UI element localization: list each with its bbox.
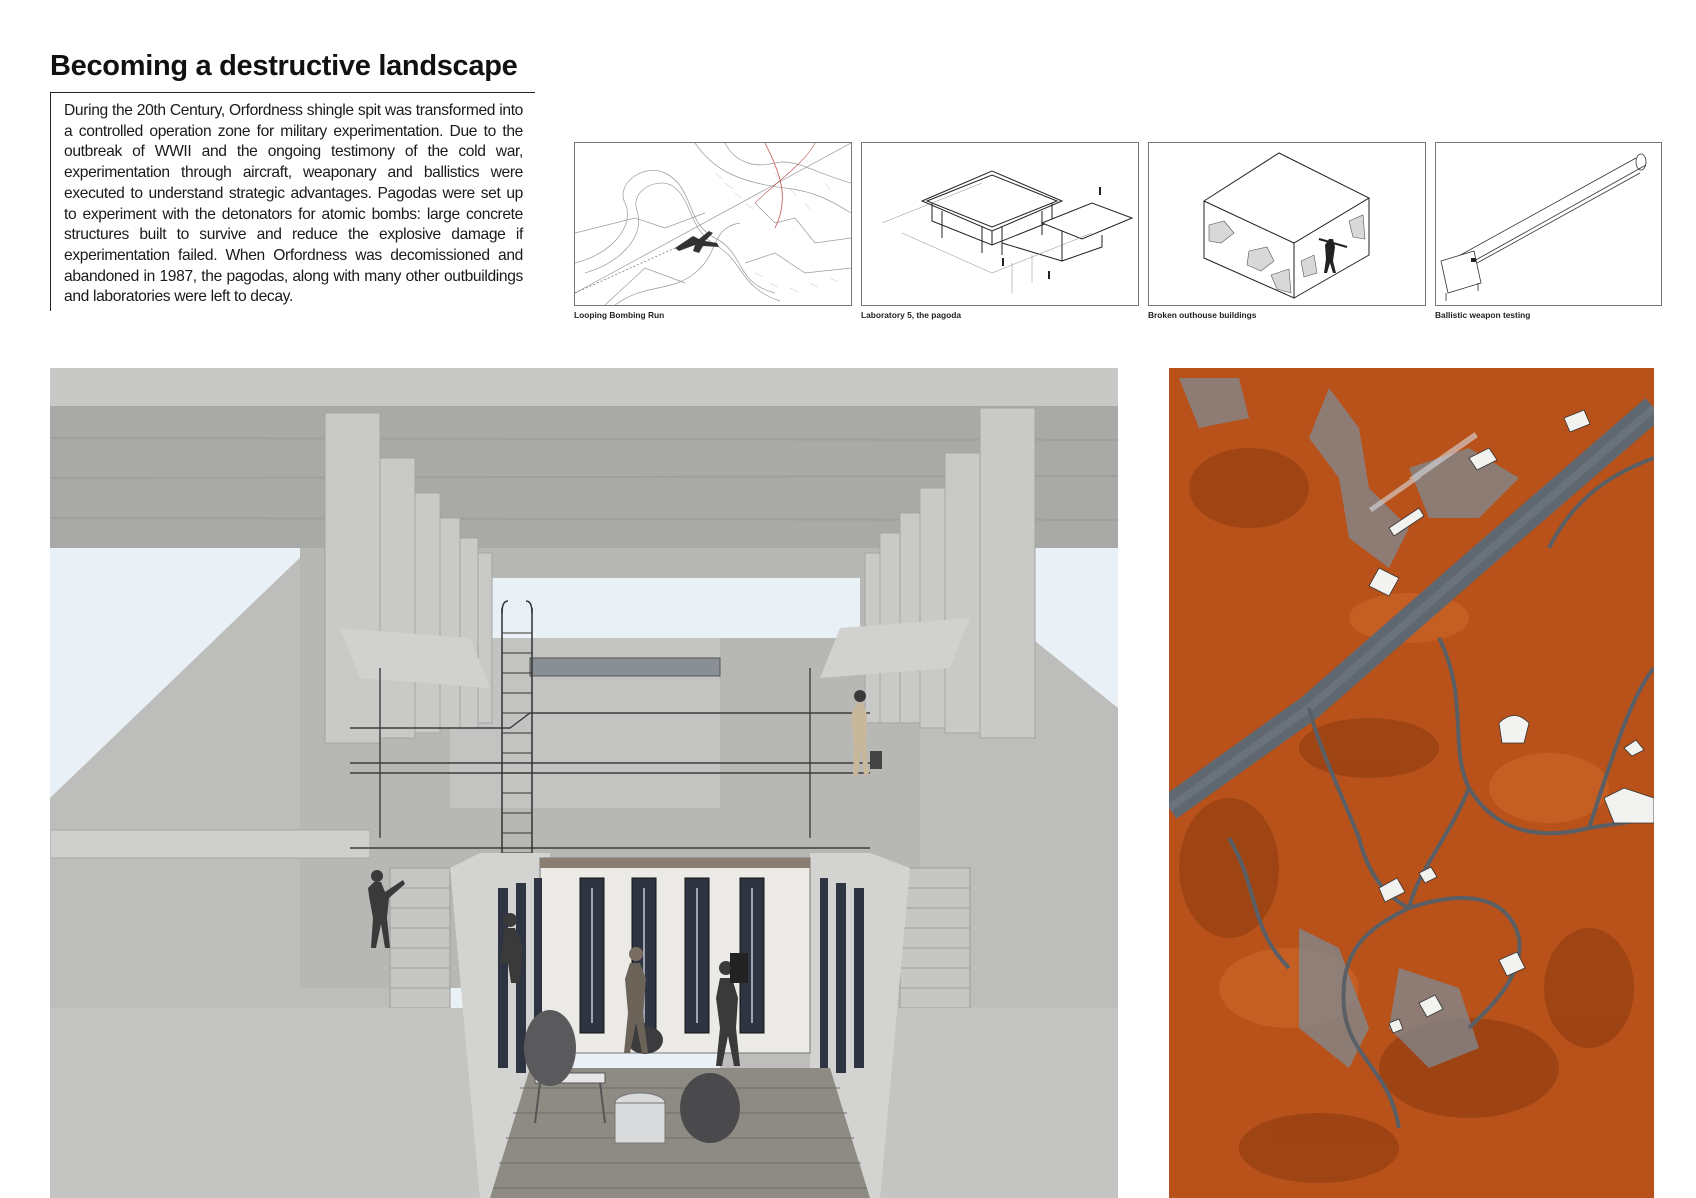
pagoda-section-illustration xyxy=(50,368,1118,1198)
orfordness-aerial-map xyxy=(1169,368,1654,1198)
broken-outhouse-icon xyxy=(1149,143,1425,305)
intro-paragraph: During the 20th Century, Orfordness shingle spit was transformed into a controlled operation zone for military experimentation. Due to the outbreak of WWII and the ongoing testimony of the cold war, experimentation through aircraft, weaponary and ballistics were executed to understand strategic advantages. Pagodas were set up to experiment with the detonators for atomic bombs: large concrete structures built to survive and reduce the explosive damage if experimentation failed. When Orfordness was decomissioned and abandoned in 1987, the pagodas, along with many other outbuildings and laboratories were left to decay. xyxy=(64,102,523,306)
caption-pagoda: Laboratory 5, the pagoda xyxy=(861,310,962,320)
page-title: Becoming a destructive landscape xyxy=(50,50,518,82)
thumbnail-bombing-run xyxy=(574,142,852,306)
thumbnail-pagoda xyxy=(861,142,1139,306)
pagoda-axonometric-icon xyxy=(862,143,1138,305)
ballistic-tunnel-icon xyxy=(1436,143,1661,305)
thumbnail-outhouse xyxy=(1148,142,1426,306)
title-divider xyxy=(50,92,535,93)
bombing-run-map-icon xyxy=(575,143,851,305)
caption-bombing-run: Looping Bombing Run xyxy=(574,310,665,320)
caption-ballistic: Ballistic weapon testing xyxy=(1435,310,1531,320)
caption-outhouse: Broken outhouse buildings xyxy=(1148,310,1257,320)
thumbnail-ballistic xyxy=(1435,142,1662,306)
pagoda-render-image xyxy=(50,368,1118,1198)
intro-divider xyxy=(50,93,51,311)
aerial-map-image xyxy=(1169,368,1654,1198)
